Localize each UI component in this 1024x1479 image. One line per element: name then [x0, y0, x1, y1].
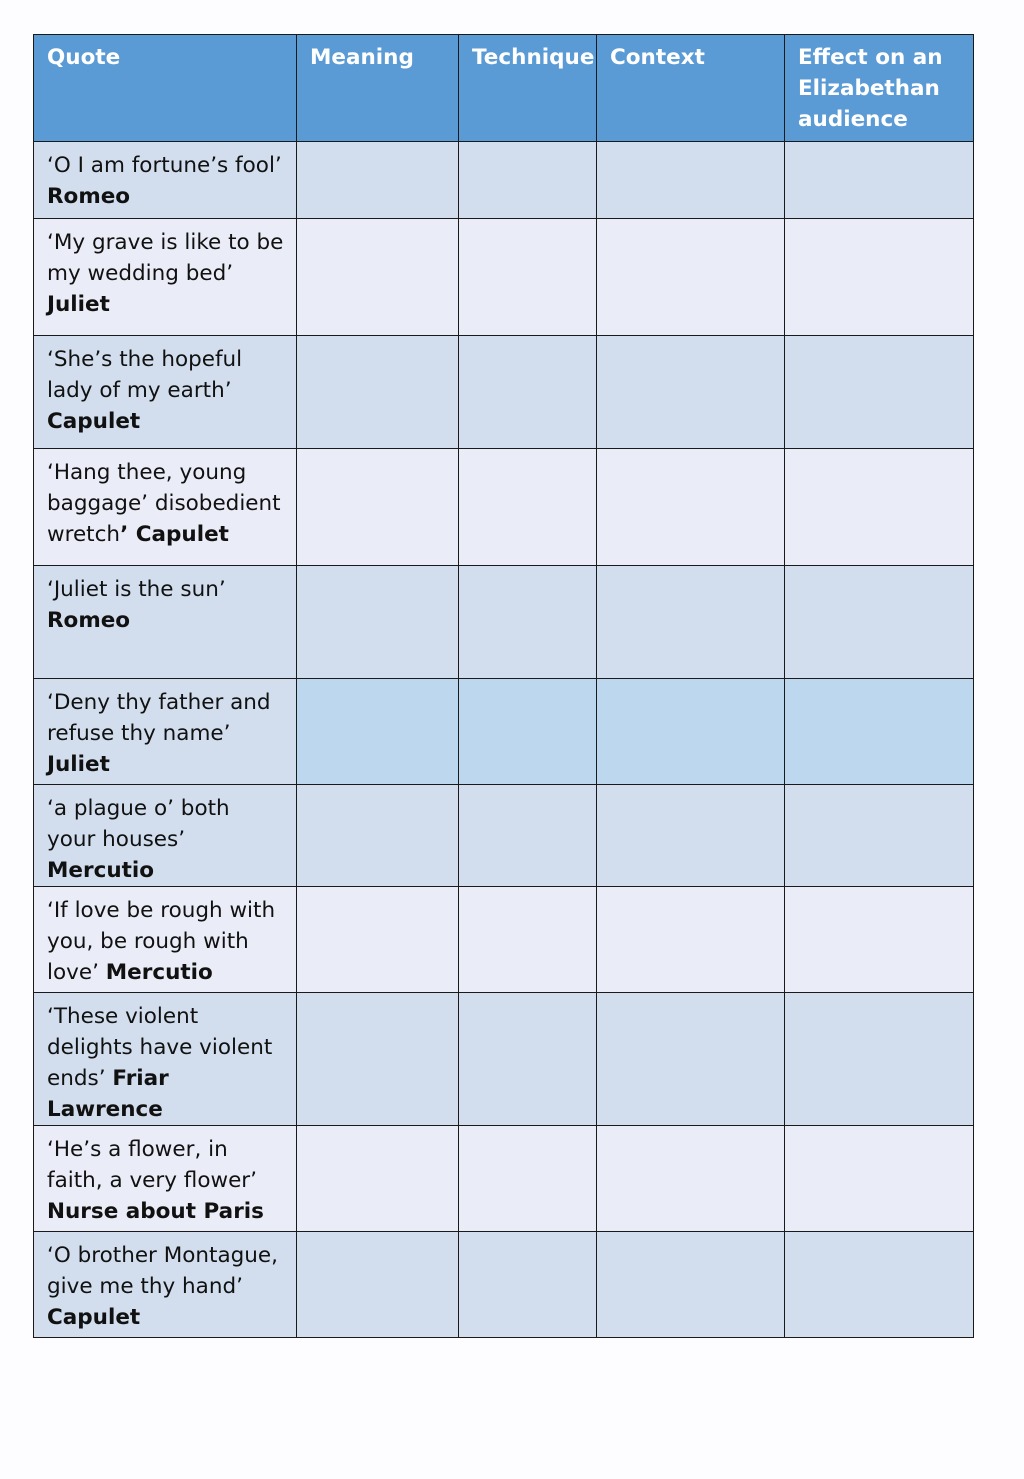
header-context: Context: [597, 35, 785, 142]
context-cell[interactable]: [597, 993, 785, 1126]
table-row: [34, 219, 974, 336]
speaker-name: Capulet: [47, 1305, 141, 1330]
quote-analysis-table: [33, 34, 974, 1338]
speaker-name: Nurse about Paris: [47, 1199, 264, 1224]
meaning-cell[interactable]: [297, 1126, 459, 1232]
table-row: [34, 566, 974, 679]
meaning-cell[interactable]: [297, 887, 459, 993]
effect-cell[interactable]: [785, 1126, 974, 1232]
table-row: [34, 993, 974, 1126]
quote-cell: [34, 679, 297, 785]
speaker-name: Juliet: [47, 752, 110, 777]
header-technique: Technique: [459, 35, 597, 142]
quote-text: ‘She’s the hopeful lady of my earth’: [47, 347, 243, 403]
technique-cell[interactable]: [459, 993, 597, 1126]
technique-cell[interactable]: [459, 566, 597, 679]
table-row: [34, 449, 974, 566]
meaning-cell[interactable]: [297, 142, 459, 219]
effect-cell[interactable]: [785, 449, 974, 566]
quote-text: ‘Juliet is the sun’: [47, 577, 226, 602]
meaning-cell[interactable]: [297, 336, 459, 449]
context-cell[interactable]: [597, 1232, 785, 1338]
quote-text: ‘If love be rough with you, be rough with love’: [47, 898, 276, 985]
meaning-cell[interactable]: [297, 219, 459, 336]
effect-cell[interactable]: [785, 887, 974, 993]
quote-text: ‘He’s a flower, in faith, a very flower’: [47, 1137, 257, 1193]
quote-text: ‘Hang thee, young baggage’ disobedient wretch: [47, 460, 281, 547]
quote-cell: [34, 1232, 297, 1338]
context-cell[interactable]: [597, 1126, 785, 1232]
effect-cell[interactable]: [785, 219, 974, 336]
context-cell[interactable]: [597, 336, 785, 449]
context-cell[interactable]: [597, 679, 785, 785]
meaning-cell[interactable]: [297, 679, 459, 785]
header-effect-on-audience: Effect on an Elizabethan audience: [785, 35, 974, 142]
meaning-cell[interactable]: [297, 993, 459, 1126]
effect-cell[interactable]: [785, 142, 974, 219]
quote-text: ‘My grave is like to be my wedding bed’: [47, 230, 284, 286]
effect-cell[interactable]: [785, 679, 974, 785]
table-row: [34, 1232, 974, 1338]
technique-cell[interactable]: [459, 336, 597, 449]
technique-cell[interactable]: [459, 219, 597, 336]
quote-text: ‘These violent delights have violent ends’: [47, 1004, 273, 1091]
context-cell[interactable]: [597, 142, 785, 219]
quote-text: ‘O I am fortune’s fool’: [47, 153, 282, 178]
quote-cell: [34, 142, 297, 219]
context-cell[interactable]: [597, 219, 785, 336]
quote-cell: [34, 219, 297, 336]
speaker-name: Romeo: [47, 184, 131, 209]
quote-cell: [34, 993, 297, 1126]
effect-cell[interactable]: [785, 993, 974, 1126]
speaker-name: Juliet: [47, 292, 110, 317]
effect-cell[interactable]: [785, 566, 974, 679]
effect-cell[interactable]: [785, 785, 974, 887]
quote-cell: [34, 887, 297, 993]
context-cell[interactable]: [597, 449, 785, 566]
effect-cell[interactable]: [785, 1232, 974, 1338]
speaker-name: Friar Lawrence: [47, 1066, 169, 1122]
table-row: [34, 679, 974, 785]
technique-cell[interactable]: [459, 142, 597, 219]
technique-cell[interactable]: [459, 449, 597, 566]
speaker-name: Capulet: [47, 409, 141, 434]
technique-cell[interactable]: [459, 1232, 597, 1338]
technique-cell[interactable]: [459, 887, 597, 993]
table-row: [34, 887, 974, 993]
quote-cell: [34, 449, 297, 566]
table-row: [34, 142, 974, 219]
header-quote: Quote: [34, 35, 297, 142]
table-row: [34, 785, 974, 887]
technique-cell[interactable]: [459, 679, 597, 785]
quote-cell: [34, 785, 297, 887]
effect-cell[interactable]: [785, 336, 974, 449]
meaning-cell[interactable]: [297, 1232, 459, 1338]
header-meaning: Meaning: [297, 35, 459, 142]
meaning-cell[interactable]: [297, 785, 459, 887]
header-row: [34, 35, 974, 142]
meaning-cell[interactable]: [297, 566, 459, 679]
technique-cell[interactable]: [459, 785, 597, 887]
context-cell[interactable]: [597, 566, 785, 679]
context-cell[interactable]: [597, 887, 785, 993]
quote-cell: [34, 1126, 297, 1232]
context-cell[interactable]: [597, 785, 785, 887]
quote-cell: [34, 566, 297, 679]
table-row: [34, 336, 974, 449]
quote-cell: [34, 336, 297, 449]
quote-text: ‘O brother Montague, give me thy hand’: [47, 1243, 278, 1299]
meaning-cell[interactable]: [297, 449, 459, 566]
quote-text: ‘a plague o’ both your houses’: [47, 796, 230, 852]
technique-cell[interactable]: [459, 1126, 597, 1232]
speaker-name: Mercutio: [47, 858, 155, 883]
speaker-name: Romeo: [47, 608, 131, 633]
table-row: [34, 1126, 974, 1232]
quote-text: ‘Deny thy father and refuse thy name’: [47, 690, 271, 746]
speaker-name: Mercutio: [105, 960, 213, 985]
speaker-name: ’ Capulet: [120, 522, 229, 547]
